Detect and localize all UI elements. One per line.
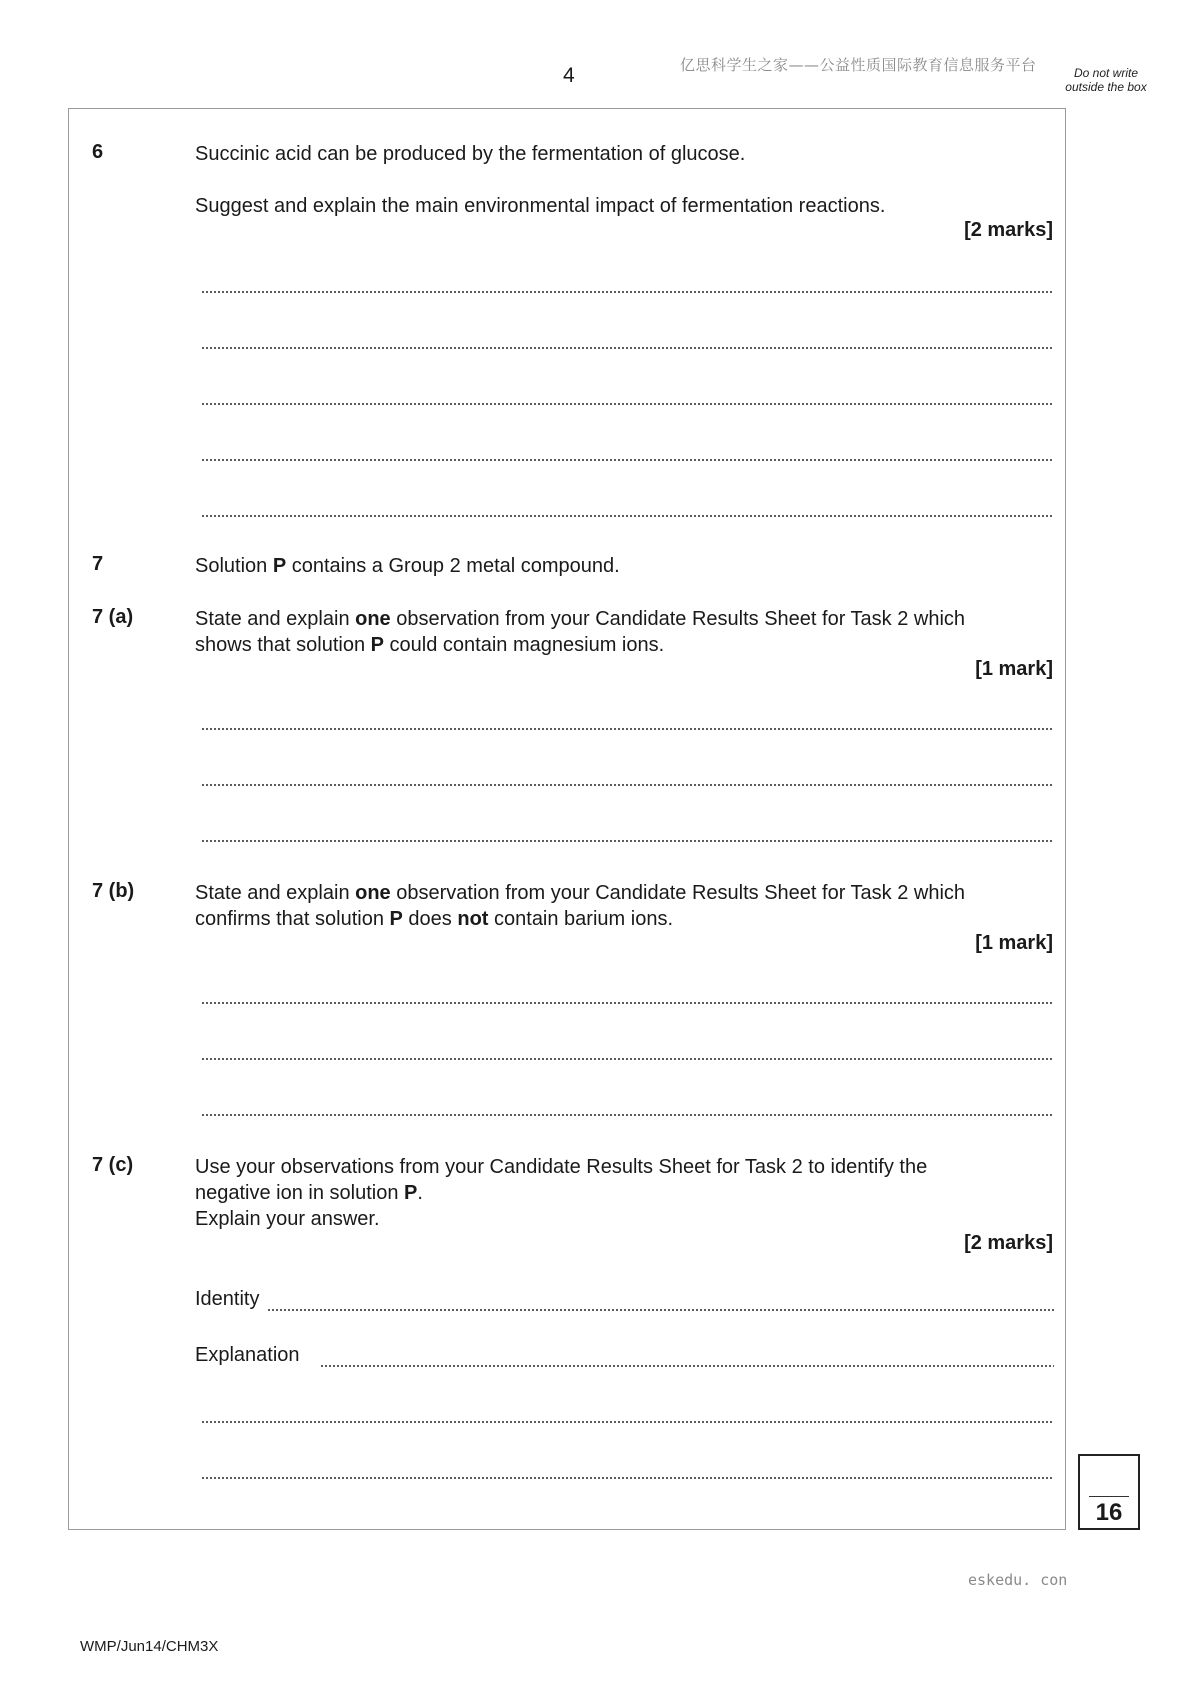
- answer-line[interactable]: [201, 727, 1054, 731]
- question-6-line-2: Suggest and explain the main environmental impact of fermentation reactions.: [195, 195, 886, 217]
- answer-line[interactable]: [201, 290, 1054, 294]
- score-divider: [1089, 1496, 1129, 1497]
- explanation-label: Explanation: [195, 1344, 300, 1366]
- identity-label: Identity: [195, 1288, 260, 1310]
- answer-line[interactable]: [201, 1420, 1054, 1424]
- answer-box-frame: [68, 108, 1066, 1530]
- question-7b-line-1: State and explain one observation from your Candidate Results Sheet for Task 2 which: [195, 882, 966, 904]
- watermark-text: 亿思科学生之家——公益性质国际教育信息服务平台: [680, 56, 1037, 74]
- score-total: 16: [1095, 1499, 1123, 1526]
- question-7c-line-3: Explain your answer.: [195, 1208, 380, 1230]
- page-score-box: [1078, 1454, 1140, 1530]
- question-7c-line-2: negative ion in solution P.: [195, 1182, 423, 1204]
- question-7a-line-1: State and explain one observation from your Candidate Results Sheet for Task 2 which: [195, 608, 966, 630]
- question-7c-marks: [2 marks]: [964, 1232, 1053, 1254]
- page-number: 4: [563, 64, 575, 87]
- footer-site: eskedu. con: [968, 1571, 1068, 1589]
- question-7-number: 7: [92, 553, 104, 575]
- answer-line[interactable]: [201, 514, 1054, 518]
- identity-answer-line[interactable]: [267, 1308, 1054, 1312]
- answer-line[interactable]: [201, 1057, 1054, 1061]
- question-7a-number: 7 (a): [92, 606, 134, 628]
- margin-note: Do not write outside the box: [1065, 66, 1147, 94]
- answer-line[interactable]: [201, 783, 1054, 787]
- explanation-answer-line[interactable]: [320, 1364, 1054, 1368]
- question-7c-number: 7 (c): [92, 1154, 134, 1176]
- question-7-stem: Solution P contains a Group 2 metal compound.: [195, 555, 620, 577]
- answer-line[interactable]: [201, 1001, 1054, 1005]
- answer-line[interactable]: [201, 1113, 1054, 1117]
- footer-code: WMP/Jun14/CHM3X: [80, 1638, 219, 1655]
- question-6-line-1: Succinic acid can be produced by the fermentation of glucose.: [195, 143, 746, 165]
- answer-line[interactable]: [201, 839, 1054, 843]
- question-7a-marks: [1 mark]: [975, 658, 1053, 680]
- question-6-number: 6: [92, 141, 104, 163]
- question-7b-number: 7 (b): [92, 880, 135, 902]
- question-7c-line-1: Use your observations from your Candidate Results Sheet for Task 2 to identify the: [195, 1156, 928, 1178]
- answer-line[interactable]: [201, 458, 1054, 462]
- question-6-marks: [2 marks]: [964, 219, 1053, 241]
- answer-line[interactable]: [201, 1476, 1054, 1480]
- question-7b-marks: [1 mark]: [975, 932, 1053, 954]
- answer-line[interactable]: [201, 346, 1054, 350]
- question-7a-line-2: shows that solution P could contain magnesium ions.: [195, 634, 665, 656]
- answer-line[interactable]: [201, 402, 1054, 406]
- question-7b-line-2: confirms that solution P does not contain barium ions.: [195, 908, 673, 930]
